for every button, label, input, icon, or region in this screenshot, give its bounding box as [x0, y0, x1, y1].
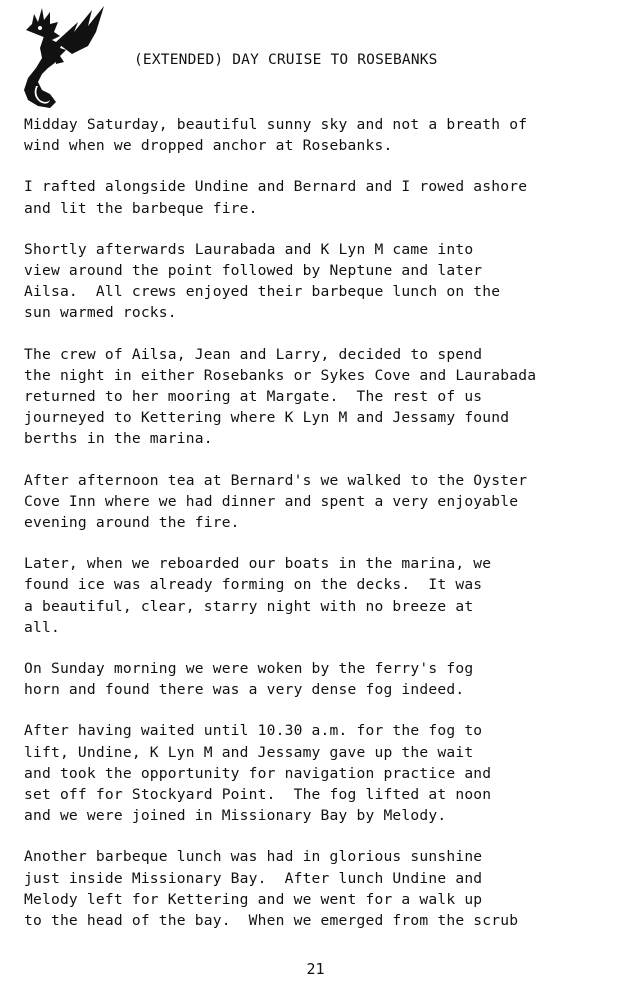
paragraph	[24, 658, 624, 700]
text-line: returned to her mooring at Margate. The rest of us	[24, 388, 483, 406]
paragraph	[24, 114, 624, 156]
text-line: The crew of Ailsa, Jean and Larry, decided to spend	[24, 345, 483, 363]
text-line: wind when we dropped anchor at Rosebanks.	[24, 137, 393, 155]
text-line: found ice was already forming on the decks. It was	[24, 576, 483, 594]
text-line: Midday Saturday, beautiful sunny sky and not a breath of	[24, 116, 528, 133]
paragraph	[24, 344, 624, 450]
text-line: journeyed to Kettering where K Lyn M and Jessamy found	[24, 409, 510, 427]
text-line: After afternoon tea at Bernard's we walked to the Oyster	[24, 471, 528, 489]
paragraph	[24, 470, 624, 534]
text-line: Another barbeque lunch was had in glorious sunshine	[24, 848, 483, 866]
text-line: view around the point followed by Neptune and later	[24, 262, 483, 280]
paragraph	[24, 720, 624, 826]
paragraph	[24, 176, 624, 218]
text-line: I rafted alongside Undine and Bernard and I rowed ashore	[24, 178, 528, 196]
text-line: Later, when we reboarded our boats in the marina, we	[24, 555, 492, 573]
text-line: and took the opportunity for navigation practice and	[24, 764, 492, 782]
text-line: After having waited until 10.30 a.m. for the fog to	[24, 722, 483, 740]
text-line: horn and found there was a very dense fog indeed.	[24, 681, 465, 699]
text-line: berths in the marina.	[24, 430, 213, 448]
text-line: Ailsa. All crews enjoyed their barbeque lunch on the	[24, 283, 501, 301]
text-line: sun warmed rocks.	[24, 304, 177, 322]
text-line: the night in either Rosebanks or Sykes Cove and Laurabada	[24, 366, 537, 384]
text-line: and we were joined in Missionary Bay by Melody.	[24, 807, 447, 825]
paragraph	[24, 553, 624, 638]
text-line: On Sunday morning we were woken by the ferry's fog	[24, 660, 474, 678]
page-title: (EXTENDED) DAY CRUISE TO ROSEBANKS	[134, 52, 438, 68]
text-line: evening around the fire.	[24, 514, 240, 532]
text-line: Shortly afterwards Laurabada and K Lyn M came into	[24, 240, 474, 258]
page-number: 21	[306, 960, 325, 978]
paragraph	[24, 846, 624, 931]
text-line: just inside Missionary Bay. After lunch Undine and	[24, 869, 483, 887]
text-line: lift, Undine, K Lyn M and Jessamy gave up the wait	[24, 743, 474, 761]
text-line: a beautiful, clear, starry night with no breeze at	[24, 597, 474, 615]
paragraph	[24, 239, 624, 324]
text-line: all.	[24, 618, 60, 636]
text-line: Melody left for Kettering and we went for a walk up	[24, 890, 483, 908]
text-line: set off for Stockyard Point. The fog lifted at noon	[24, 786, 492, 804]
article-body	[24, 114, 624, 951]
text-line: and lit the barbeque fire.	[24, 199, 258, 217]
text-line: to the head of the bay. When we emerged from the scrub	[24, 912, 519, 930]
text-line: Cove Inn where we had dinner and spent a very enjoyable	[24, 492, 519, 510]
seahorse-dragon-icon	[16, 2, 108, 110]
